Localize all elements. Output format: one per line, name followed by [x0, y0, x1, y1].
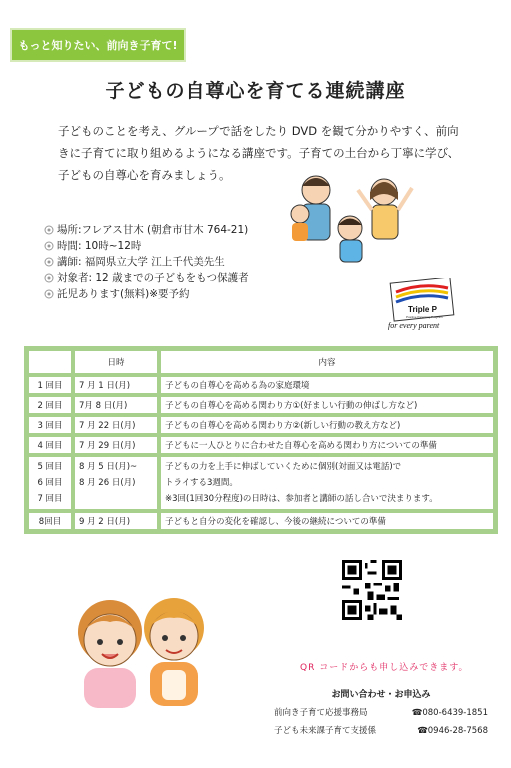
info-row	[44, 270, 249, 286]
session-number: 6 回目	[37, 478, 63, 488]
session-content: 子どもの自尊心を高める為の家庭環境	[159, 375, 495, 395]
session-date: 7 月 29 日(月)	[73, 435, 159, 455]
logo-sub: Positive Parenting Program	[406, 315, 443, 319]
info-target: 対象者: 12 歳までの子どもをもつ保護者	[57, 272, 249, 284]
contact-org: 前向き子育て応援事務局	[274, 708, 368, 718]
table-row-group	[27, 455, 495, 511]
info-venue: 場所:フレアス甘木 (朝倉市甘木 764-21)	[57, 224, 249, 236]
session-date: 7 月 22 日(月)	[73, 415, 159, 435]
session-number: 3 回目	[27, 415, 73, 435]
session-content-group	[159, 455, 495, 511]
session-number: 8回目	[27, 511, 73, 531]
page-title: 子どもの自尊心を育てる連続講座	[105, 80, 406, 102]
header-date: 日時	[73, 349, 159, 375]
contact-phone: ☎0946-28-7568	[417, 726, 488, 736]
contact-row	[274, 704, 488, 722]
session-content-line: 子どもの力を上手に伸ばしていくために個別(対面又は電話)で	[165, 462, 402, 472]
table-row	[27, 435, 495, 455]
tagline-text: もっと知りたい、前向き子育て!	[18, 39, 178, 52]
table-row	[27, 375, 495, 395]
table-row	[27, 395, 495, 415]
session-number: 5 回目	[37, 462, 63, 472]
family-illustration	[278, 170, 418, 280]
session-date: 8 月 26 日(月)	[79, 478, 136, 488]
triple-p-logo	[386, 278, 456, 330]
contact-row	[274, 722, 488, 740]
contact-title: お問い合わせ・お申込み	[331, 690, 431, 700]
session-content: 子どもの自尊心を高める関わり方①(好ましい行動の伸ばし方など)	[159, 395, 495, 415]
logo-brand: Triple P	[408, 305, 437, 314]
table-header-row	[27, 349, 495, 375]
session-content: 子どもに一人ひとりに合わせた自尊心を高める関わり方についての準備	[159, 435, 495, 455]
session-date: 7 月 1 日(月)	[73, 375, 159, 395]
info-row	[44, 254, 249, 270]
qr-code	[342, 560, 402, 620]
tagline-banner	[10, 28, 186, 62]
flower-icon	[44, 241, 54, 251]
contact-phone: ☎080-6439-1851	[411, 708, 488, 718]
qr-note: QR コードからも申し込みできます。	[300, 663, 469, 673]
session-content: 子どもと自分の変化を確認し、今後の継続についての準備	[159, 511, 495, 531]
session-content-line: トライする3週間。	[165, 478, 238, 488]
table-row	[27, 511, 495, 531]
flower-icon	[44, 225, 54, 235]
flower-icon	[44, 257, 54, 267]
header-num	[27, 349, 73, 375]
event-info	[44, 222, 249, 302]
session-date-group	[73, 455, 159, 511]
contact-section	[274, 686, 488, 740]
info-childcare: 託児あります(無料)※要予約	[57, 288, 190, 300]
logo-slogan: for every parent	[388, 321, 440, 330]
session-number-group	[27, 455, 73, 511]
info-row	[44, 222, 249, 238]
info-row	[44, 286, 249, 302]
session-number: 1 回目	[27, 375, 73, 395]
session-date: 7月 8 日(月)	[73, 395, 159, 415]
session-date: 8 月 5 日(月)~	[79, 462, 138, 472]
info-time: 時間: 10時~12時	[57, 240, 142, 252]
info-lecturer: 講師: 福岡県立大学 江上千代美先生	[57, 256, 225, 268]
flower-icon	[44, 273, 54, 283]
session-date: 9 月 2 日(月)	[73, 511, 159, 531]
table-row	[27, 415, 495, 435]
parents-illustration	[62, 574, 222, 724]
flower-icon	[44, 289, 54, 299]
session-number: 4 回目	[27, 435, 73, 455]
info-row	[44, 238, 249, 254]
session-number: 7 回目	[37, 494, 63, 504]
intro-paragraph: 子どものことを考え、グループで話をしたり DVD を観て分かりやすく、前向きに子育てに取り組めるようになる講座です。子育ての土台から丁寧に学び、子どもの自尊心を育みましょう。	[58, 124, 460, 182]
session-number: 2 回目	[27, 395, 73, 415]
header-content: 内容	[159, 349, 495, 375]
session-content: 子どもの自尊心を高める関わり方②(新しい行動の教え方など)	[159, 415, 495, 435]
contact-org: 子ども未来課子育て支援係	[274, 726, 377, 736]
session-content-line: ※3回(1回30分程度)の日時は、参加者と講師の話し合いで決まります。	[165, 494, 438, 504]
schedule-table	[24, 346, 498, 534]
